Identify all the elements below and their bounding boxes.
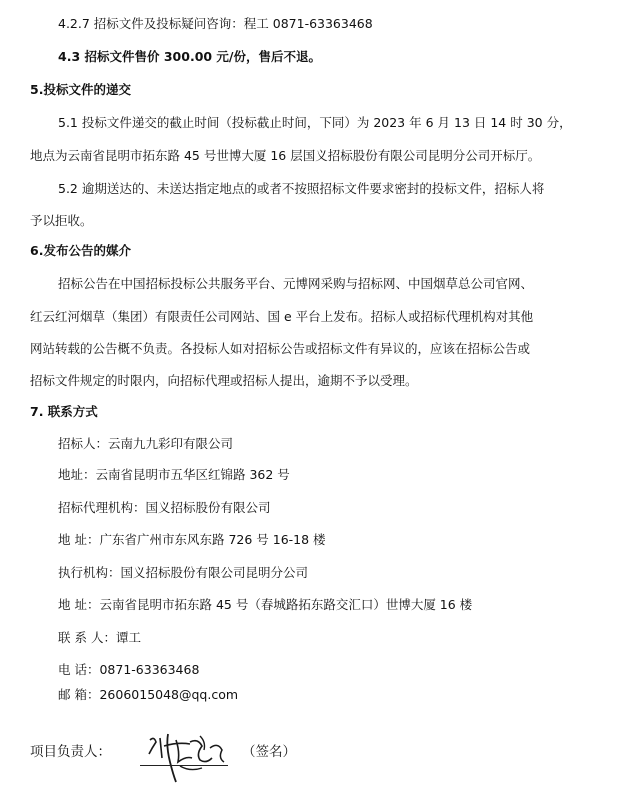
section-5-2-line-1: 5.2 逾期送达的、未送达指定地点的或者不按照招标文件要求密封的投标文件，招标人将 (58, 181, 545, 196)
section-5-1-line-2: 地点为云南省昆明市拓东路 45 号世博大厦 16 层国义招标股份有限公司昆明分公司开标厅。 (30, 148, 541, 163)
signature-suffix: （签名） (242, 744, 296, 760)
section-6-line-2: 红云红河烟草（集团）有限责任公司网站、国 e 平台上发布。招标人或招标代理机构对其他 (30, 309, 534, 324)
signature-mark (140, 728, 232, 786)
section-6-line-4: 招标文件规定的时限内，向招标代理或招标人提出，逾期不予以受理。 (30, 373, 418, 388)
executor-address-line: 地 址：云南省昆明市拓东路 45 号（春城路拓东路交汇口）世博大厦 16 楼 (58, 597, 473, 612)
signature-label: 项目负责人： (30, 744, 111, 760)
section-6-line-3: 网站转载的公告概不负责。各投标人如对招标公告或招标文件有异议的，应该在招标公告或 (30, 341, 531, 356)
section-7-heading: 7. 联系方式 (30, 404, 98, 419)
section-5-heading: 5.投标文件的递交 (30, 82, 131, 97)
section-5-1-line-1: 5.1 投标文件递交的截止时间（投标截止时间，下同）为 2023 年 6 月 13 日 14 时 30 分， (58, 115, 572, 130)
consult-line: 4.2.7 招标文件及投标疑问咨询：程工 0871-63363468 (58, 16, 373, 31)
handwritten-signature-icon (140, 728, 232, 786)
section-6-heading: 6.发布公告的媒介 (30, 243, 131, 258)
section-6-line-1: 招标公告在中国招标投标公共服务平台、元博网采购与招标网、中国烟草总公司官网、 (58, 276, 534, 291)
price-line: 4.3 招标文件售价 300.00 元/份，售后不退。 (58, 49, 322, 64)
agency-address-line: 地 址：广东省广州市东风东路 726 号 16-18 楼 (58, 532, 326, 547)
contact-person-line: 联 系 人：谭工 (58, 630, 141, 645)
section-5-2-line-2: 予以拒收。 (30, 213, 93, 228)
tenderer-line: 招标人：云南九九彩印有限公司 (58, 436, 234, 451)
phone-line: 电 话：0871-63363468 (58, 662, 200, 677)
tenderer-address-line: 地址：云南省昆明市五华区红锦路 362 号 (58, 467, 290, 482)
email-line: 邮 箱：2606015048@qq.com (58, 687, 239, 702)
signature-underline (140, 765, 228, 766)
agency-line: 招标代理机构：国义招标股份有限公司 (58, 500, 271, 515)
executor-line: 执行机构：国义招标股份有限公司昆明分公司 (58, 565, 309, 580)
